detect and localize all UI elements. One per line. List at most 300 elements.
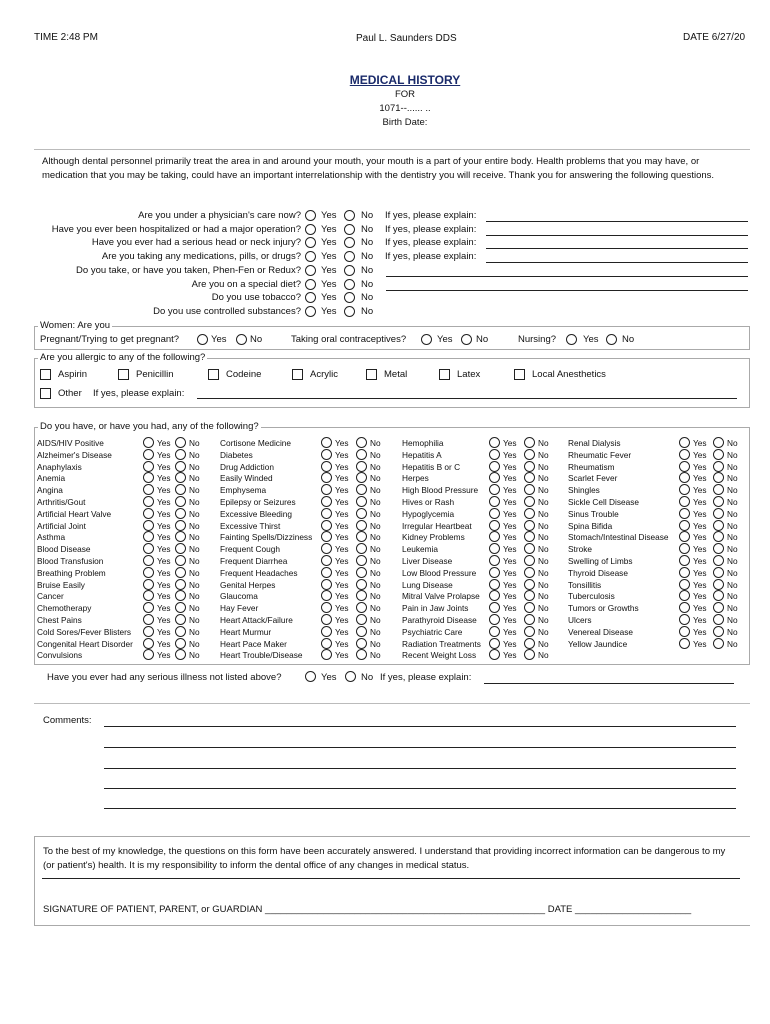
condition-no-label: No <box>370 450 381 460</box>
condition-yes-label: Yes <box>693 627 707 637</box>
condition-yes-radio[interactable] <box>679 614 690 625</box>
pregnant-no-label: No <box>250 334 263 345</box>
condition-no-radio[interactable] <box>713 461 724 472</box>
condition-yes-radio[interactable] <box>321 626 332 637</box>
pregnant-no-radio[interactable] <box>236 334 247 345</box>
allergy-aspirin-checkbox[interactable] <box>40 369 51 380</box>
condition-no-radio[interactable] <box>356 649 367 660</box>
condition-yes-radio[interactable] <box>143 472 154 483</box>
allergy-other-explain-line[interactable] <box>197 398 737 399</box>
condition-yes-radio[interactable] <box>143 437 154 448</box>
condition-no-radio[interactable] <box>356 638 367 649</box>
condition-no-radio[interactable] <box>713 484 724 495</box>
serious-illness-yes-label: Yes <box>321 672 337 683</box>
nursing-no-radio[interactable] <box>606 334 617 345</box>
condition-no-radio[interactable] <box>356 461 367 472</box>
condition-yes-radio[interactable] <box>321 590 332 601</box>
condition-no-radio[interactable] <box>175 614 186 625</box>
condition-yes-label: Yes <box>503 473 517 483</box>
condition-yes-label: Yes <box>693 591 707 601</box>
general-question-no-label: No <box>361 265 374 276</box>
condition-no-radio[interactable] <box>524 437 535 448</box>
general-question-no-radio[interactable] <box>344 292 355 303</box>
condition-label: Chest Pains <box>37 615 82 625</box>
condition-yes-radio[interactable] <box>489 461 500 472</box>
general-question-yes-radio[interactable] <box>305 210 316 221</box>
condition-yes-radio[interactable] <box>679 496 690 507</box>
condition-label: High Blood Pressure <box>402 485 479 495</box>
comments-line[interactable] <box>104 768 736 769</box>
condition-no-radio[interactable] <box>524 496 535 507</box>
condition-no-radio[interactable] <box>524 649 535 660</box>
condition-no-radio[interactable] <box>356 567 367 578</box>
nursing-yes-label: Yes <box>583 334 599 345</box>
condition-yes-label: Yes <box>335 627 349 637</box>
condition-label: Tumors or Growths <box>568 603 639 613</box>
allergy-other-checkbox[interactable] <box>40 388 51 399</box>
condition-yes-radio[interactable] <box>679 638 690 649</box>
general-question-no-label: No <box>361 306 374 317</box>
condition-yes-radio[interactable] <box>679 626 690 637</box>
serious-illness-no-radio[interactable] <box>345 671 356 682</box>
condition-no-radio[interactable] <box>713 602 724 613</box>
condition-no-radio[interactable] <box>356 531 367 542</box>
condition-yes-radio[interactable] <box>679 602 690 613</box>
allergy-acrylic-checkbox[interactable] <box>292 369 303 380</box>
condition-no-label: No <box>370 639 381 649</box>
condition-yes-label: Yes <box>693 568 707 578</box>
condition-yes-radio[interactable] <box>679 484 690 495</box>
condition-yes-radio[interactable] <box>489 520 500 531</box>
condition-yes-label: Yes <box>335 532 349 542</box>
condition-yes-radio[interactable] <box>321 649 332 660</box>
pregnant-yes-radio[interactable] <box>197 334 208 345</box>
condition-yes-radio[interactable] <box>321 472 332 483</box>
condition-yes-radio[interactable] <box>143 614 154 625</box>
condition-no-radio[interactable] <box>356 579 367 590</box>
condition-no-radio[interactable] <box>713 543 724 554</box>
condition-yes-label: Yes <box>503 650 517 660</box>
condition-label: Shingles <box>568 485 600 495</box>
condition-no-label: No <box>538 438 549 448</box>
general-question-explain-line[interactable] <box>386 290 748 291</box>
condition-no-label: No <box>189 568 200 578</box>
serious-illness-explain-label: If yes, please explain: <box>380 672 472 683</box>
condition-label: Bruise Easily <box>37 580 85 590</box>
general-question-text: Do you use tobacco? <box>211 292 301 303</box>
condition-no-radio[interactable] <box>356 496 367 507</box>
general-question-yes-radio[interactable] <box>305 279 316 290</box>
general-question-explain-label: If yes, please explain: <box>385 251 477 262</box>
serious-illness-explain-line[interactable] <box>484 683 734 684</box>
condition-no-label: No <box>370 485 381 495</box>
condition-yes-radio[interactable] <box>321 579 332 590</box>
condition-yes-radio[interactable] <box>321 638 332 649</box>
condition-yes-radio[interactable] <box>489 614 500 625</box>
condition-no-label: No <box>370 556 381 566</box>
condition-yes-label: Yes <box>693 603 707 613</box>
condition-label: Yellow Jaundice <box>568 639 628 649</box>
condition-no-radio[interactable] <box>356 555 367 566</box>
patient-id: 1071--...... .. <box>379 103 431 114</box>
condition-no-radio[interactable] <box>356 626 367 637</box>
condition-label: Excessive Bleeding <box>220 509 292 519</box>
condition-yes-label: Yes <box>157 580 171 590</box>
condition-label: Cortisone Medicine <box>220 438 292 448</box>
general-question-yes-radio[interactable] <box>305 224 316 235</box>
condition-yes-radio[interactable] <box>489 508 500 519</box>
general-question-no-radio[interactable] <box>344 279 355 290</box>
condition-yes-label: Yes <box>503 568 517 578</box>
condition-no-radio[interactable] <box>175 496 186 507</box>
condition-no-radio[interactable] <box>713 555 724 566</box>
condition-no-radio[interactable] <box>713 508 724 519</box>
condition-no-radio[interactable] <box>524 484 535 495</box>
condition-no-label: No <box>370 544 381 554</box>
condition-label: Frequent Diarrhea <box>220 556 288 566</box>
general-question-yes-radio[interactable] <box>305 237 316 248</box>
condition-yes-label: Yes <box>157 473 171 483</box>
condition-yes-label: Yes <box>335 497 349 507</box>
condition-yes-label: Yes <box>157 615 171 625</box>
condition-no-label: No <box>538 497 549 507</box>
condition-yes-label: Yes <box>157 438 171 448</box>
condition-no-label: No <box>727 462 738 472</box>
condition-yes-radio[interactable] <box>321 567 332 578</box>
condition-no-label: No <box>189 485 200 495</box>
condition-yes-radio[interactable] <box>143 496 154 507</box>
condition-no-label: No <box>538 532 549 542</box>
condition-yes-radio[interactable] <box>143 590 154 601</box>
condition-yes-label: Yes <box>503 450 517 460</box>
general-question-yes-radio[interactable] <box>305 251 316 262</box>
condition-label: Recent Weight Loss <box>402 650 477 660</box>
serious-illness-yes-radio[interactable] <box>305 671 316 682</box>
condition-yes-radio[interactable] <box>489 496 500 507</box>
general-question-yes-radio[interactable] <box>305 292 316 303</box>
condition-yes-radio[interactable] <box>489 649 500 660</box>
condition-label: Anemia <box>37 473 66 483</box>
condition-yes-radio[interactable] <box>679 437 690 448</box>
condition-no-label: No <box>727 438 738 448</box>
general-question-explain-line[interactable] <box>486 262 748 263</box>
condition-no-radio[interactable] <box>175 567 186 578</box>
general-question-explain-line[interactable] <box>486 235 748 236</box>
condition-yes-label: Yes <box>693 438 707 448</box>
condition-label: Blood Disease <box>37 544 91 554</box>
comments-line[interactable] <box>104 788 736 789</box>
condition-label: Drug Addiction <box>220 462 274 472</box>
condition-yes-radio[interactable] <box>143 638 154 649</box>
condition-yes-radio[interactable] <box>489 626 500 637</box>
condition-no-label: No <box>370 591 381 601</box>
condition-yes-radio[interactable] <box>143 626 154 637</box>
condition-yes-radio[interactable] <box>679 579 690 590</box>
condition-no-radio[interactable] <box>713 531 724 542</box>
condition-no-radio[interactable] <box>524 602 535 613</box>
allergy-other-label: Other <box>58 388 82 399</box>
condition-yes-radio[interactable] <box>143 531 154 542</box>
condition-yes-radio[interactable] <box>321 614 332 625</box>
condition-yes-label: Yes <box>157 509 171 519</box>
condition-no-radio[interactable] <box>356 484 367 495</box>
signature-line[interactable]: SIGNATURE OF PATIENT, PARENT, or GUARDIAN _____________________________________________________ DATE ______________________ <box>43 904 692 915</box>
condition-no-radio[interactable] <box>175 602 186 613</box>
condition-no-label: No <box>189 473 200 483</box>
condition-yes-radio[interactable] <box>321 520 332 531</box>
contraceptives-yes-radio[interactable] <box>421 334 432 345</box>
condition-label: Excessive Thirst <box>220 521 281 531</box>
condition-no-radio[interactable] <box>524 638 535 649</box>
condition-no-radio[interactable] <box>356 437 367 448</box>
condition-yes-radio[interactable] <box>143 520 154 531</box>
condition-label: Spina Bifida <box>568 521 613 531</box>
condition-yes-radio[interactable] <box>321 543 332 554</box>
condition-no-radio[interactable] <box>175 590 186 601</box>
condition-no-label: No <box>189 544 200 554</box>
general-question-text: Are you on a special diet? <box>191 279 301 290</box>
condition-no-radio[interactable] <box>524 508 535 519</box>
condition-no-label: No <box>189 509 200 519</box>
condition-yes-radio[interactable] <box>489 437 500 448</box>
condition-no-label: No <box>727 544 738 554</box>
condition-no-radio[interactable] <box>175 472 186 483</box>
condition-no-radio[interactable] <box>713 520 724 531</box>
condition-no-radio[interactable] <box>713 472 724 483</box>
condition-yes-radio[interactable] <box>143 555 154 566</box>
condition-no-label: No <box>538 568 549 578</box>
allergy-metal-checkbox[interactable] <box>366 369 377 380</box>
condition-no-label: No <box>727 591 738 601</box>
condition-yes-radio[interactable] <box>489 602 500 613</box>
condition-yes-label: Yes <box>335 639 349 649</box>
condition-no-radio[interactable] <box>175 579 186 590</box>
condition-yes-radio[interactable] <box>489 531 500 542</box>
condition-no-radio[interactable] <box>175 520 186 531</box>
comments-line[interactable] <box>104 747 736 748</box>
condition-yes-label: Yes <box>335 603 349 613</box>
condition-no-radio[interactable] <box>175 626 186 637</box>
condition-no-radio[interactable] <box>713 626 724 637</box>
condition-no-label: No <box>538 615 549 625</box>
condition-yes-radio[interactable] <box>143 602 154 613</box>
condition-yes-radio[interactable] <box>489 590 500 601</box>
condition-no-label: No <box>370 615 381 625</box>
condition-yes-radio[interactable] <box>489 579 500 590</box>
condition-yes-radio[interactable] <box>143 579 154 590</box>
condition-yes-radio[interactable] <box>321 496 332 507</box>
condition-yes-radio[interactable] <box>679 567 690 578</box>
condition-yes-label: Yes <box>335 568 349 578</box>
condition-no-radio[interactable] <box>175 484 186 495</box>
condition-no-radio[interactable] <box>175 543 186 554</box>
condition-no-radio[interactable] <box>524 531 535 542</box>
condition-no-radio[interactable] <box>175 461 186 472</box>
condition-yes-radio[interactable] <box>321 531 332 542</box>
general-question-no-radio[interactable] <box>344 237 355 248</box>
condition-no-radio[interactable] <box>524 555 535 566</box>
condition-yes-label: Yes <box>157 521 171 531</box>
comments-top-rule <box>34 703 750 704</box>
condition-no-radio[interactable] <box>713 579 724 590</box>
condition-yes-radio[interactable] <box>143 649 154 660</box>
condition-yes-radio[interactable] <box>143 508 154 519</box>
general-question-no-radio[interactable] <box>344 306 355 317</box>
condition-no-radio[interactable] <box>713 449 724 460</box>
condition-no-label: No <box>189 627 200 637</box>
intro-top-rule <box>34 149 750 150</box>
condition-no-label: No <box>538 462 549 472</box>
condition-no-radio[interactable] <box>356 590 367 601</box>
general-question-no-radio[interactable] <box>344 224 355 235</box>
condition-yes-radio[interactable] <box>321 461 332 472</box>
condition-yes-radio[interactable] <box>679 508 690 519</box>
general-question-yes-radio[interactable] <box>305 265 316 276</box>
condition-label: Sickle Cell Disease <box>568 497 640 507</box>
condition-yes-radio[interactable] <box>679 461 690 472</box>
condition-no-radio[interactable] <box>175 449 186 460</box>
general-question-explain-line[interactable] <box>486 221 748 222</box>
condition-label: Alzheimer's Disease <box>37 450 112 460</box>
contraceptives-no-radio[interactable] <box>461 334 472 345</box>
general-question-text: Do you take, or have you taken, Phen-Fen or Redux? <box>76 265 301 276</box>
condition-yes-radio[interactable] <box>143 567 154 578</box>
condition-no-radio[interactable] <box>356 602 367 613</box>
nursing-no-label: No <box>622 334 635 345</box>
condition-no-radio[interactable] <box>713 567 724 578</box>
condition-no-radio[interactable] <box>356 472 367 483</box>
general-question-yes-label: Yes <box>321 251 337 262</box>
allergy-item-label: Metal <box>384 369 408 380</box>
condition-yes-radio[interactable] <box>143 461 154 472</box>
condition-no-radio[interactable] <box>713 590 724 601</box>
condition-yes-radio[interactable] <box>321 484 332 495</box>
allergy-penicillin-checkbox[interactable] <box>118 369 129 380</box>
condition-yes-radio[interactable] <box>679 449 690 460</box>
condition-no-label: No <box>538 485 549 495</box>
condition-no-radio[interactable] <box>175 555 186 566</box>
general-question-yes-radio[interactable] <box>305 306 316 317</box>
allergy-latex-checkbox[interactable] <box>439 369 450 380</box>
allergy-item-label: Local Anesthetics <box>532 369 606 380</box>
condition-yes-radio[interactable] <box>489 449 500 460</box>
condition-no-radio[interactable] <box>713 437 724 448</box>
condition-yes-radio[interactable] <box>679 531 690 542</box>
condition-yes-radio[interactable] <box>321 449 332 460</box>
condition-no-radio[interactable] <box>524 461 535 472</box>
condition-yes-radio[interactable] <box>143 484 154 495</box>
condition-label: Heart Attack/Failure <box>220 615 293 625</box>
condition-yes-radio[interactable] <box>489 638 500 649</box>
condition-no-radio[interactable] <box>524 543 535 554</box>
general-question-explain-label: If yes, please explain: <box>385 224 477 235</box>
condition-label: Easily Winded <box>220 473 273 483</box>
condition-yes-label: Yes <box>335 544 349 554</box>
condition-label: Angina <box>37 485 63 495</box>
condition-yes-radio[interactable] <box>489 543 500 554</box>
allergy-section <box>34 358 750 408</box>
pregnant-question: Pregnant/Trying to get pregnant? <box>40 334 180 345</box>
condition-yes-radio[interactable] <box>143 543 154 554</box>
condition-yes-label: Yes <box>503 521 517 531</box>
comments-line[interactable] <box>104 808 736 809</box>
condition-yes-radio[interactable] <box>143 449 154 460</box>
condition-yes-radio[interactable] <box>321 508 332 519</box>
condition-no-radio[interactable] <box>524 472 535 483</box>
condition-no-radio[interactable] <box>175 649 186 660</box>
condition-yes-radio[interactable] <box>489 555 500 566</box>
condition-no-radio[interactable] <box>175 638 186 649</box>
condition-label: Anaphylaxis <box>37 462 82 472</box>
condition-no-radio[interactable] <box>356 543 367 554</box>
condition-no-radio[interactable] <box>175 437 186 448</box>
general-question-no-label: No <box>361 237 374 248</box>
condition-yes-radio[interactable] <box>679 543 690 554</box>
condition-yes-label: Yes <box>335 438 349 448</box>
allergy-item-label: Latex <box>457 369 481 380</box>
condition-yes-label: Yes <box>157 591 171 601</box>
comments-line[interactable] <box>104 726 736 727</box>
condition-no-radio[interactable] <box>524 520 535 531</box>
general-question-no-label: No <box>361 224 374 235</box>
condition-no-radio[interactable] <box>524 449 535 460</box>
condition-no-radio[interactable] <box>524 626 535 637</box>
condition-yes-radio[interactable] <box>321 555 332 566</box>
condition-no-radio[interactable] <box>356 508 367 519</box>
condition-yes-label: Yes <box>503 438 517 448</box>
general-question-no-radio[interactable] <box>344 210 355 221</box>
condition-yes-radio[interactable] <box>321 437 332 448</box>
condition-yes-radio[interactable] <box>679 520 690 531</box>
condition-no-radio[interactable] <box>175 508 186 519</box>
condition-label: Rheumatic Fever <box>568 450 632 460</box>
condition-no-radio[interactable] <box>524 567 535 578</box>
general-question-no-radio[interactable] <box>344 251 355 262</box>
condition-label: Artificial Joint <box>37 521 86 531</box>
nursing-yes-radio[interactable] <box>566 334 577 345</box>
condition-yes-label: Yes <box>335 521 349 531</box>
general-question-no-label: No <box>361 210 374 221</box>
conditions-legend: Do you have, or have you had, any of the following? <box>40 421 259 432</box>
condition-no-radio[interactable] <box>524 590 535 601</box>
condition-no-radio[interactable] <box>175 531 186 542</box>
condition-yes-radio[interactable] <box>489 484 500 495</box>
condition-yes-radio[interactable] <box>489 567 500 578</box>
condition-no-radio[interactable] <box>356 520 367 531</box>
allergy-local-anesthetics-checkbox[interactable] <box>514 369 525 380</box>
condition-no-radio[interactable] <box>713 638 724 649</box>
condition-yes-radio[interactable] <box>321 602 332 613</box>
condition-yes-label: Yes <box>157 497 171 507</box>
general-question-explain-line[interactable] <box>386 276 748 277</box>
condition-yes-radio[interactable] <box>679 555 690 566</box>
allergy-legend: Are you allergic to any of the following? <box>40 352 206 363</box>
condition-no-radio[interactable] <box>713 496 724 507</box>
condition-yes-radio[interactable] <box>489 472 500 483</box>
condition-no-radio[interactable] <box>356 449 367 460</box>
general-question-no-radio[interactable] <box>344 265 355 276</box>
condition-no-radio[interactable] <box>356 614 367 625</box>
condition-no-label: No <box>189 556 200 566</box>
condition-yes-radio[interactable] <box>679 590 690 601</box>
allergy-codeine-checkbox[interactable] <box>208 369 219 380</box>
condition-no-radio[interactable] <box>524 579 535 590</box>
condition-no-label: No <box>189 521 200 531</box>
condition-no-radio[interactable] <box>713 614 724 625</box>
condition-yes-radio[interactable] <box>679 472 690 483</box>
condition-no-radio[interactable] <box>524 614 535 625</box>
general-question-explain-line[interactable] <box>486 248 748 249</box>
